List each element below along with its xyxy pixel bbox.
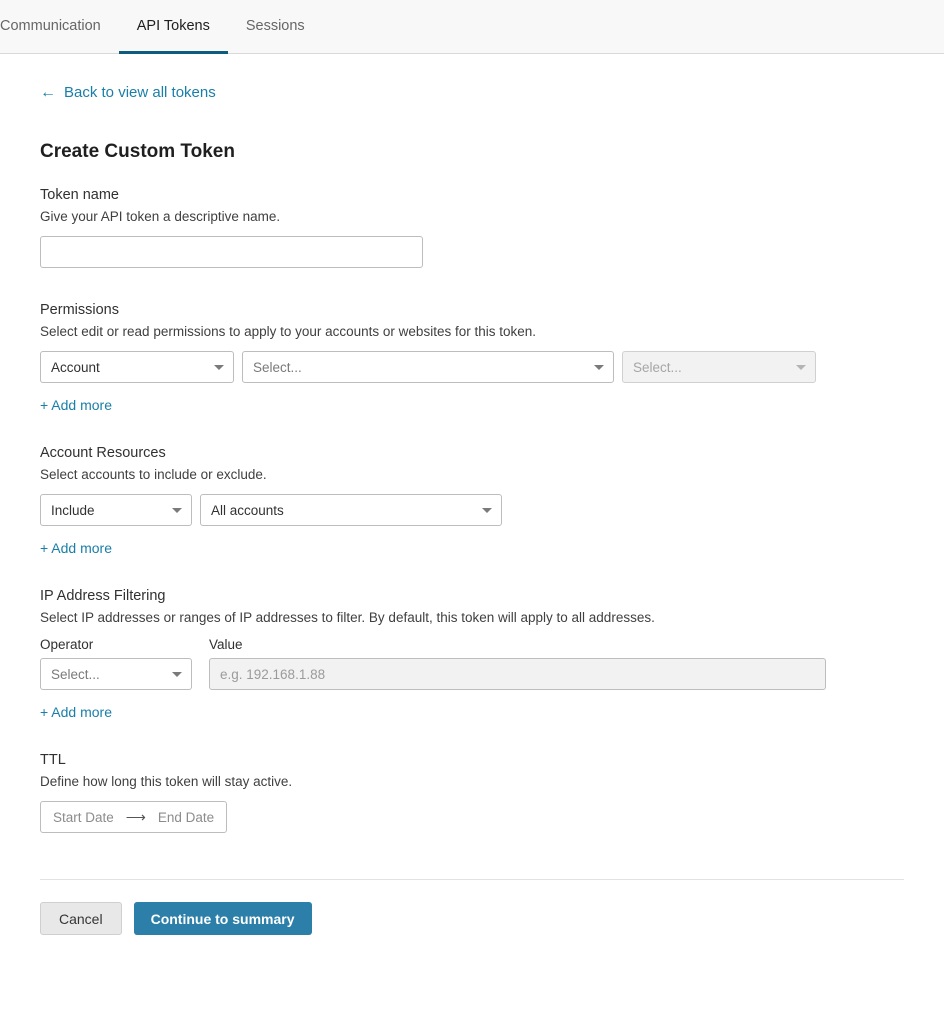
- ip-operator-field: [40, 637, 192, 690]
- permission-level-select[interactable]: [622, 351, 816, 383]
- chevron-down-icon: [214, 365, 224, 370]
- chevron-down-icon: [482, 508, 492, 513]
- chevron-down-icon: [594, 365, 604, 370]
- ttl-end-date[interactable]: End Date: [157, 809, 215, 825]
- section-permissions: [40, 302, 904, 413]
- ip-filtering-add-more-button[interactable]: + Add more: [40, 704, 112, 720]
- token-name-label: Token name: [40, 187, 119, 203]
- account-resources-mode-value: Include: [51, 502, 95, 518]
- section-ttl: [40, 752, 904, 833]
- permissions-row: [40, 351, 904, 383]
- tab-communication[interactable]: [0, 0, 119, 54]
- ip-filtering-row: [40, 637, 904, 690]
- form-footer: [40, 880, 904, 935]
- section-ip-filtering: [40, 588, 904, 720]
- account-resources-accounts-value: All accounts: [211, 502, 284, 518]
- ip-operator-label: Operator: [40, 637, 94, 652]
- chevron-down-icon: [172, 672, 182, 677]
- tab-api-tokens[interactable]: [119, 0, 228, 54]
- cancel-button[interactable]: Cancel: [40, 902, 122, 935]
- ip-value-label: Value: [209, 637, 243, 652]
- ip-operator-value: Select...: [51, 666, 100, 682]
- section-account-resources: [40, 445, 904, 556]
- ttl-description: Define how long this token will stay active.: [40, 774, 293, 789]
- ip-operator-select[interactable]: [40, 658, 192, 690]
- settings-tab-bar: [0, 0, 944, 54]
- permission-level-value: Select...: [633, 359, 682, 375]
- arrow-right-icon: ⟶: [125, 808, 146, 825]
- ip-value-input[interactable]: [209, 658, 826, 690]
- account-resources-label: Account Resources: [40, 445, 166, 461]
- ip-filtering-label: IP Address Filtering: [40, 588, 166, 604]
- token-name-input[interactable]: [40, 236, 423, 268]
- permission-resource-select[interactable]: [242, 351, 614, 383]
- ttl-date-range-picker[interactable]: [40, 801, 227, 833]
- account-resources-accounts-select[interactable]: [200, 494, 502, 526]
- account-resources-description: Select accounts to include or exclude.: [40, 467, 267, 482]
- arrow-left-icon: ←: [40, 83, 56, 101]
- create-token-page: [0, 84, 944, 935]
- ip-value-field: [209, 637, 826, 690]
- tab-api-tokens-label: API Tokens: [136, 17, 210, 34]
- account-resources-add-more-button[interactable]: + Add more: [40, 540, 112, 556]
- ttl-start-date[interactable]: Start Date: [53, 809, 114, 825]
- back-to-all-tokens-label: Back to view all tokens: [64, 84, 216, 101]
- permissions-add-more-button[interactable]: + Add more: [40, 397, 112, 413]
- continue-to-summary-button[interactable]: Continue to summary: [134, 902, 312, 935]
- account-resources-row: [40, 494, 904, 526]
- chevron-down-icon: [172, 508, 182, 513]
- token-name-description: Give your API token a descriptive name.: [40, 209, 281, 224]
- section-token-name: [40, 187, 904, 268]
- page-title: Create Custom Token: [40, 141, 235, 162]
- back-to-all-tokens-link[interactable]: [40, 84, 216, 101]
- ttl-label: TTL: [40, 752, 66, 768]
- ip-filtering-description: Select IP addresses or ranges of IP addresses to filter. By default, this token will apply to all addresses.: [40, 610, 655, 625]
- permission-scope-select[interactable]: [40, 351, 234, 383]
- chevron-down-icon: [796, 365, 806, 370]
- tab-sessions-label: Sessions: [245, 17, 305, 34]
- permission-scope-value: Account: [51, 359, 100, 375]
- permissions-label: Permissions: [40, 302, 119, 318]
- tab-sessions[interactable]: [228, 0, 323, 54]
- permissions-description: Select edit or read permissions to apply to your accounts or websites for this token.: [40, 324, 536, 339]
- tab-communication-label: Communication: [0, 17, 101, 34]
- account-resources-mode-select[interactable]: [40, 494, 192, 526]
- permission-resource-value: Select...: [253, 359, 302, 375]
